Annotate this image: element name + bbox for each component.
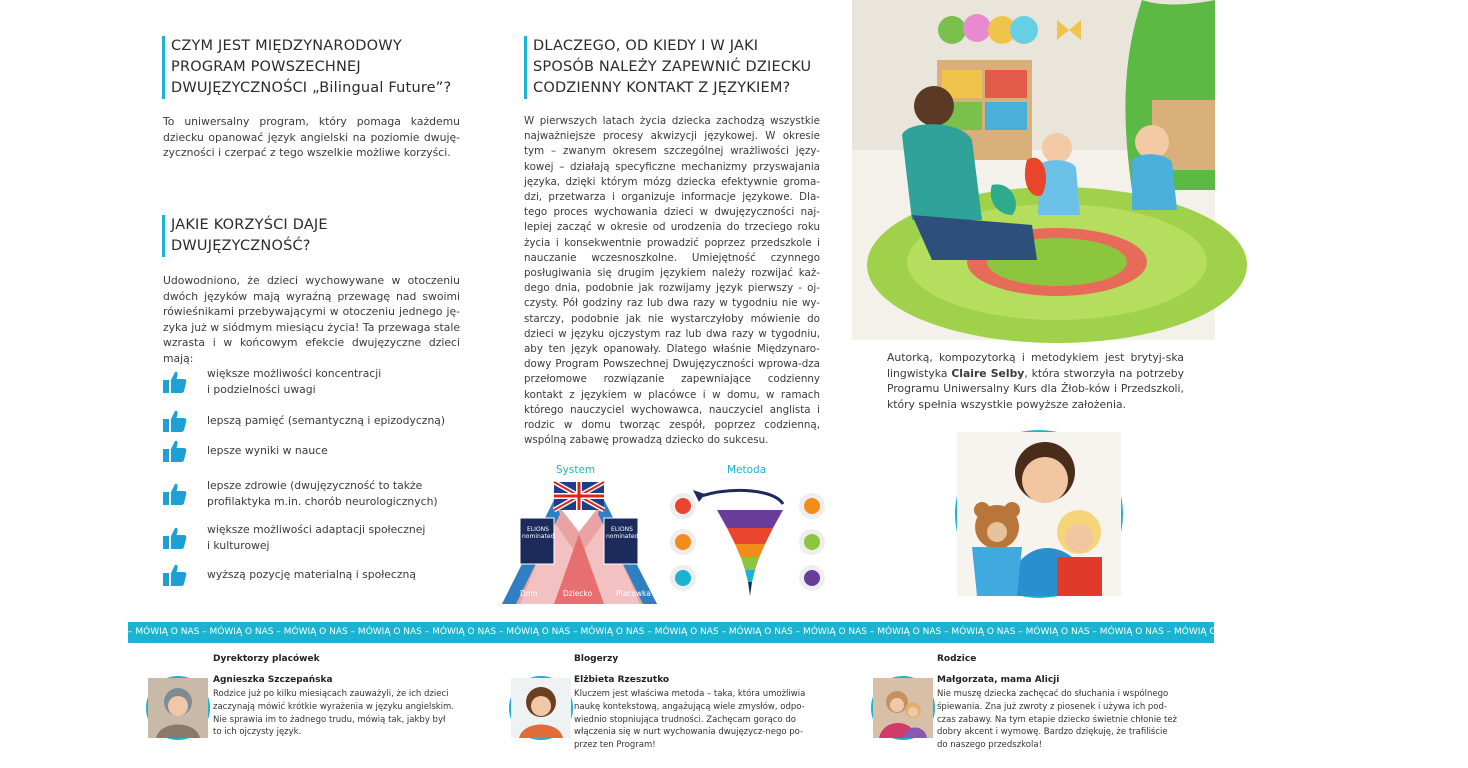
benefit-item (163, 518, 463, 558)
thumbs-up-icon (163, 371, 187, 393)
author-paragraph: Autorką, kompozytorką i metodykiem jest brytyj-ska lingwistyka Claire Selby, która stworzyła na potrzeby Programu Uniwersalny Kurs dla Żłob-ków i Przedszkoli, który spełnia wszystkie powyższe założenia. (887, 351, 1184, 411)
benefit-text: lepszą pamięć (semantyczną i epizodyczną) (207, 414, 446, 427)
why-paragraph: W pierwszych latach życia dziecka zachodzą wszystkie najważniejsze procesy akwizycji językowej. W okresie tym – zwanym okresem szczególnej wrażliwości języ-kowej – działają specyficzne mechanizmy przyswajania języka, dzięki którym mózg dziecka efektywnie groma-dzi, przetwarza i organizuje informacje językowe. Dla-tego proces wychowania dzieci w dwujęzyczności naj-lepiej zacząć w okresie od urodzenia do trzeciego roku życia i konsekwentnie prowadzić poprzez przedszkole i nauczanie wczesnoszkolne. Umiejętność czynnego posługiwania się drugim językiem należy rozwijać każ-dego dnia, podobnie jak rozwijamy język pierwszy - oj-czysty. Pół godziny raz lub dwa razy w tygodniu nie wy-starczy, podobnie jak nie wystarczyłoby mówienie do dzieci w języku ojczystym raz lub dwa razy w tygodniu, aby ten język opanowały. Dlatego właśnie Międzynaro-dowy Program Powszechnej Dwujęzyczności wprowa-dza przełomowe rozwiązanie zapewniające codzienny kontakt z językiem w placówce i w domu, w ramach którego nauczyciel wychowawca, nauczyciel anglista i rodzic w domu tworząc zespół, poprzez codzienną, wspólną zabawę prowadzą dziecko do sukcesu. (524, 115, 820, 447)
label-placowka: Placówka (616, 589, 651, 598)
system-diagram (502, 460, 657, 604)
award-box-right (606, 526, 638, 540)
benefits-paragraph: Udowodniono, że dzieci wychowywane w otoczeniu dwóch języków mają wyraźną przewagę nad swoimi rówieśnikami przebywającymi w otoczeniu jednego ję-zyka już w siódmym miesiącu życia! Ta przewaga stale wzrasta i w końcowym efekcie dwujęzyczne dzieci mają: (163, 274, 460, 365)
benefit-text: większe możliwości adaptacji społecznej i kulturowej (207, 523, 426, 552)
award-title: ELIONS (611, 526, 633, 533)
avatar (871, 676, 935, 740)
testimonial-text: Nie muszę dziecka zachęcać do słuchania i wspólnego śpiewania. Zna już zwroty z piosenek i używa ich pod-czas zabawy. Na tym etapie dziecko świetnie chłonie też dobry akcent i wymowę. Bardzo dziękuję, że trafiliście do naszego przedszkola! (937, 689, 1178, 751)
ticker-bar: – MÓWIĄ O NAS – MÓWIĄ O NAS – MÓWIĄ O NAS – MÓWIĄ O NAS – MÓWIĄ O NAS – MÓWIĄ O NAS – MÓWIĄ O NAS – MÓWIĄ O NAS – MÓWIĄ O NAS – MÓWIĄ O NAS – MÓWIĄ O NAS – MÓWIĄ O NAS – MÓWIĄ O NAS – MÓWIĄ O NAS – MÓWIĄ O NAS – MÓWIĄ O NAS – MÓWIĄ O NAS – MÓWIĄ O NAS – (128, 622, 1214, 643)
benefit-text: większe możliwości koncentracji i podzielności uwagi (207, 367, 382, 396)
award-subtitle: nominated (522, 533, 555, 540)
testimonial-name: Małgorzata, mama Alicji (937, 675, 1060, 685)
heading-line: PROGRAM POWSZECHNEJ (171, 59, 361, 75)
heading-line: CZYM JEST MIĘDZYNARODOWY (171, 38, 402, 54)
thumbs-up-icon (163, 410, 187, 432)
testimonial-text: Rodzice już po kilku miesiącach zauważyli, że ich dzieci zaczynają mówić krótkie wyrażenia w języku angielskim. Nie sprawia im to żadnego trudu, mówią tak, jakby był to ich ojczysty język. (213, 689, 455, 738)
heading-line: SPOSÓB NALEŻY ZAPEWNIĆ DZIECKU (533, 59, 812, 75)
intro-paragraph: To uniwersalny program, który pomaga każdemu dziecku opanować język angielski na poziomie dwuję-zyczności i czerpać z tego wszelkie możliwe korzyści. (163, 115, 460, 160)
heading-what-is-program (162, 36, 451, 99)
benefit-item (163, 474, 463, 514)
heading-line: CODZIENNY KONTAKT Z JĘZYKIEM? (533, 80, 791, 96)
method-label: Metoda (727, 464, 767, 476)
author-portrait-graphic (957, 432, 1121, 596)
testimonial-category: Dyrektorzy placówek (213, 654, 320, 664)
benefit-text: lepsze zdrowie (dwujęzyczność to także profilaktyka m.in. chorób neurologicznych) (207, 479, 438, 508)
award-box-left (522, 526, 554, 540)
benefit-text: wyższą pozycję materialną i społeczną (207, 568, 416, 581)
author-photo (955, 430, 1123, 598)
heading-why-when-how (524, 36, 811, 99)
avatar (146, 676, 210, 740)
testimonial-name: Elżbieta Rzeszutko (574, 675, 670, 685)
label-dziecko: Dziecko (563, 589, 593, 598)
testimonial-text: Kluczem jest właściwa metoda – taka, która umożliwia naukę kontekstową, angażującą wiele zmysłów, odpo-wiednio stopniująca trudności. Zachęcam gorąco do włączenia się w nurt wychowania dwujęzycz-nego po-przez ten Program! (574, 689, 806, 751)
author-name: Claire Selby (951, 366, 1025, 380)
testimonial-category: Rodzice (937, 654, 977, 664)
heading-line: DWUJĘZYCZNOŚĆ? (171, 238, 311, 254)
thumbs-up-icon (163, 483, 187, 505)
system-label: System (556, 464, 596, 476)
benefit-text: lepsze wyniki w nauce (207, 444, 328, 457)
award-title: ELIONS (527, 526, 549, 533)
system-pyramid-graphic (502, 482, 657, 604)
benefit-item (163, 431, 463, 471)
heading-benefits (162, 215, 328, 257)
thumbs-up-icon (163, 564, 187, 586)
testimonial-name: Agnieszka Szczepańska (213, 675, 333, 685)
benefit-item (163, 555, 463, 595)
thumbs-up-icon (163, 527, 187, 549)
method-diagram (665, 460, 830, 604)
award-subtitle: nominated (606, 533, 639, 540)
testimonial-category: Blogerzy (574, 654, 619, 664)
method-spiral-graphic (665, 480, 830, 604)
thumbs-up-icon (163, 440, 187, 462)
benefit-item (163, 362, 463, 402)
heading-line: DWUJĘZYCZNOŚCI „Bilingual Future”? (171, 80, 452, 96)
heading-line: JAKIE KORZYŚCI DAJE (171, 217, 328, 233)
avatar (509, 676, 573, 740)
classroom-photo (852, 0, 1215, 340)
label-dom: Dom (520, 589, 538, 598)
heading-line: DLACZEGO, OD KIEDY I W JAKI (533, 38, 759, 54)
